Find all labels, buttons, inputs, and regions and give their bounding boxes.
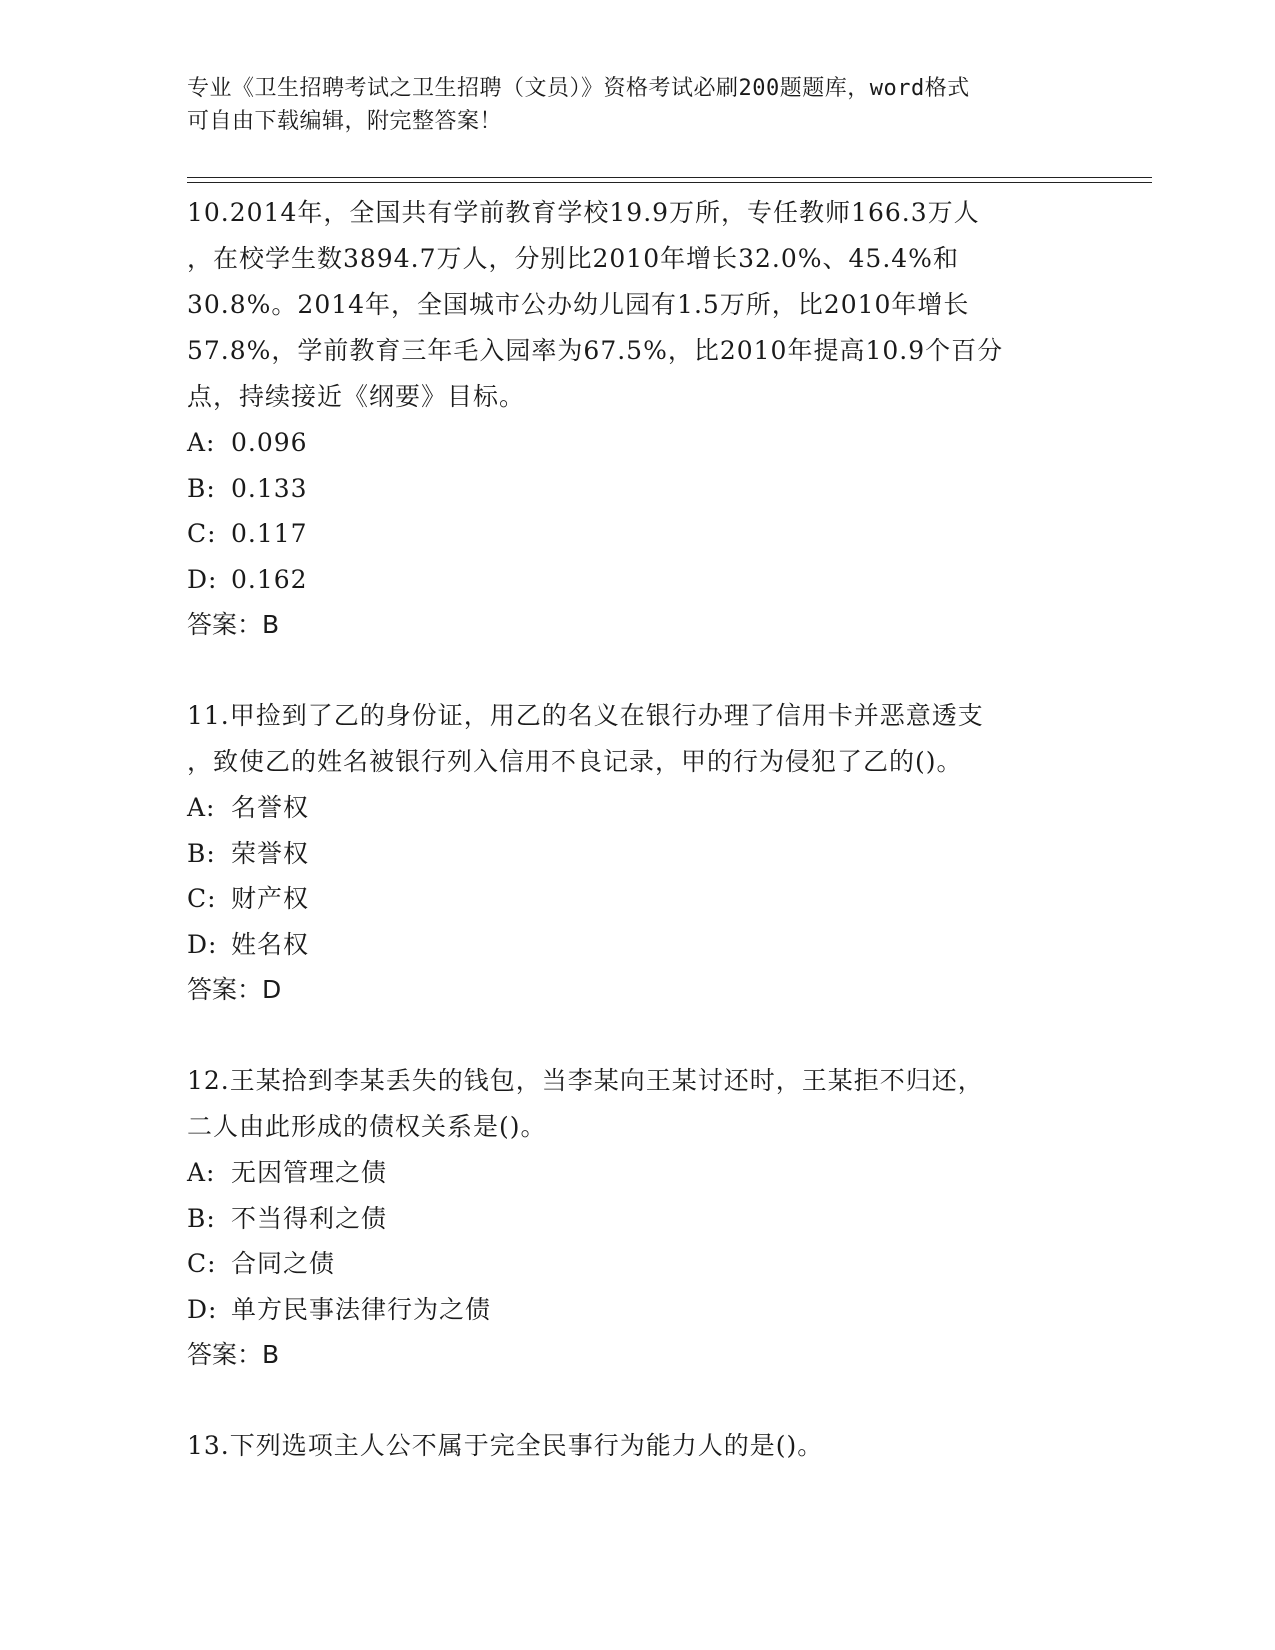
option-c xyxy=(187,876,1087,922)
option-letter: B: xyxy=(187,473,216,503)
option-a xyxy=(187,1150,1087,1196)
question-list xyxy=(187,190,1087,1469)
option-text: 0.117 xyxy=(231,519,308,548)
option-letter: D: xyxy=(187,1294,218,1324)
document-header xyxy=(187,72,1067,138)
question-12 xyxy=(187,1058,1087,1378)
answer-label: 答案：B xyxy=(187,610,280,639)
question-line: 11.甲捡到了乙的身份证，用乙的名义在银行办理了信用卡并恶意透支 xyxy=(187,701,984,730)
header-line-1: 专业《卫生招聘考试之卫生招聘（文员）》资格考试必刷200题题库，word格式 xyxy=(187,76,970,101)
option-c xyxy=(187,511,1087,557)
option-text: 名誉权 xyxy=(231,793,310,822)
option-text: 单方民事法律行为之债 xyxy=(231,1294,492,1324)
option-text: 财产权 xyxy=(231,884,310,913)
option-text: 0.096 xyxy=(231,428,308,457)
question-10 xyxy=(187,190,1087,648)
option-letter: A: xyxy=(187,793,216,822)
option-letter: B: xyxy=(187,838,216,868)
option-text: 0.133 xyxy=(231,473,308,503)
option-text: 荣誉权 xyxy=(231,838,310,868)
option-d xyxy=(187,922,1087,968)
option-text: 不当得利之债 xyxy=(231,1203,388,1233)
option-letter: A: xyxy=(187,428,216,457)
question-11 xyxy=(187,693,1087,1013)
option-letter: A: xyxy=(187,1158,216,1187)
header-divider-bottom xyxy=(187,182,1152,183)
option-letter: B: xyxy=(187,1203,216,1233)
question-line: 57.8%，学前教育三年毛入园率为67.5%，比2010年提高10.9个百分 xyxy=(187,336,1004,365)
option-d xyxy=(187,1287,1087,1333)
option-d xyxy=(187,557,1087,603)
option-text: 姓名权 xyxy=(231,929,310,959)
question-line: 10.2014年，全国共有学前教育学校19.9万所，专任教师166.3万人 xyxy=(187,198,980,227)
header-divider-top xyxy=(187,177,1152,178)
option-letter: C: xyxy=(187,1249,217,1278)
option-b xyxy=(187,831,1087,877)
question-line: 30.8%。2014年，全国城市公办幼儿园有1.5万所，比2010年增长 xyxy=(187,290,970,319)
answer-label: 答案：D xyxy=(187,975,282,1004)
question-13 xyxy=(187,1423,1087,1469)
answer-label: 答案：B xyxy=(187,1340,280,1369)
question-line: 二人由此形成的债权关系是()。 xyxy=(187,1112,547,1141)
question-line: 点，持续接近《纲要》目标。 xyxy=(187,382,526,411)
option-letter: C: xyxy=(187,884,217,913)
question-line: ，致使乙的姓名被银行列入信用不良记录，甲的行为侵犯了乙的()。 xyxy=(187,747,963,776)
option-a xyxy=(187,420,1087,466)
question-line: 12.王某拾到李某丢失的钱包，当李某向王某讨还时，王某拒不归还， xyxy=(187,1066,984,1095)
option-c xyxy=(187,1241,1087,1287)
option-text: 合同之债 xyxy=(231,1249,336,1278)
option-text: 无因管理之债 xyxy=(231,1158,388,1187)
option-letter: D: xyxy=(187,564,218,594)
option-letter: C: xyxy=(187,519,217,548)
option-b xyxy=(187,466,1087,512)
question-line: 13.下列选项主人公不属于完全民事行为能力人的是()。 xyxy=(187,1431,824,1460)
option-text: 0.162 xyxy=(231,564,308,594)
question-line: ，在校学生数3894.7万人，分别比2010年增长32.0%、45.4%和 xyxy=(187,244,959,273)
option-letter: D: xyxy=(187,929,218,959)
option-b xyxy=(187,1196,1087,1242)
header-line-2: 可自由下载编辑，附完整答案！ xyxy=(187,109,503,134)
option-a xyxy=(187,785,1087,831)
